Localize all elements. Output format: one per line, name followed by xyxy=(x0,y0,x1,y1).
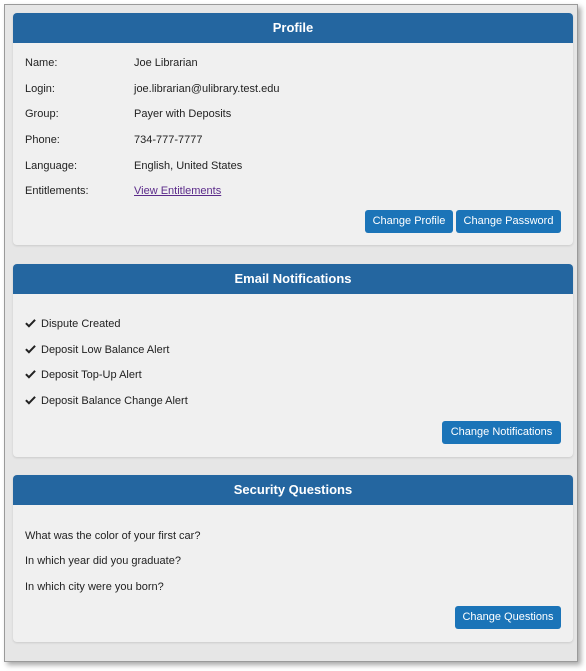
notification-item xyxy=(25,317,121,331)
group-value: Payer with Deposits xyxy=(134,108,232,120)
checkmark-icon xyxy=(25,344,36,354)
change-password-button[interactable]: Change Password xyxy=(456,210,561,233)
notification-item xyxy=(25,343,169,357)
name-value: Joe Librarian xyxy=(134,57,198,69)
login-value: joe.librarian@ulibrary.test.edu xyxy=(134,83,280,95)
security-question: In which city were you born? xyxy=(25,581,164,593)
change-notifications-button[interactable]: Change Notifications xyxy=(442,421,561,444)
notification-item xyxy=(25,394,188,408)
email-notifications-card xyxy=(13,264,573,457)
login-label: Login: xyxy=(25,83,55,95)
notification-label: Deposit Balance Change Alert xyxy=(41,395,188,407)
language-value: English, United States xyxy=(134,160,243,172)
checkmark-icon xyxy=(25,395,36,405)
notification-label: Deposit Low Balance Alert xyxy=(41,344,170,356)
security-questions-header: Security Questions xyxy=(13,475,573,505)
name-label: Name: xyxy=(25,57,58,69)
change-questions-button[interactable]: Change Questions xyxy=(455,606,561,629)
phone-label: Phone: xyxy=(25,134,60,146)
page-frame xyxy=(4,4,578,662)
checkmark-icon xyxy=(25,369,36,379)
notification-label: Deposit Top-Up Alert xyxy=(41,369,142,381)
notification-item xyxy=(25,368,142,382)
security-question: In which year did you graduate? xyxy=(25,555,181,567)
profile-header: Profile xyxy=(13,13,573,43)
security-question: What was the color of your first car? xyxy=(25,530,201,542)
change-profile-button[interactable]: Change Profile xyxy=(365,210,453,233)
group-label: Group: xyxy=(25,108,59,120)
view-entitlements-link[interactable]: View Entitlements xyxy=(134,185,222,197)
notification-label: Dispute Created xyxy=(41,318,121,330)
checkmark-icon xyxy=(25,318,36,328)
email-notifications-header: Email Notifications xyxy=(13,264,573,294)
profile-card xyxy=(13,13,573,245)
entitlements-label: Entitlements: xyxy=(25,185,89,197)
security-questions-card xyxy=(13,475,573,642)
phone-value: 734-777-7777 xyxy=(134,134,203,146)
language-label: Language: xyxy=(25,160,77,172)
